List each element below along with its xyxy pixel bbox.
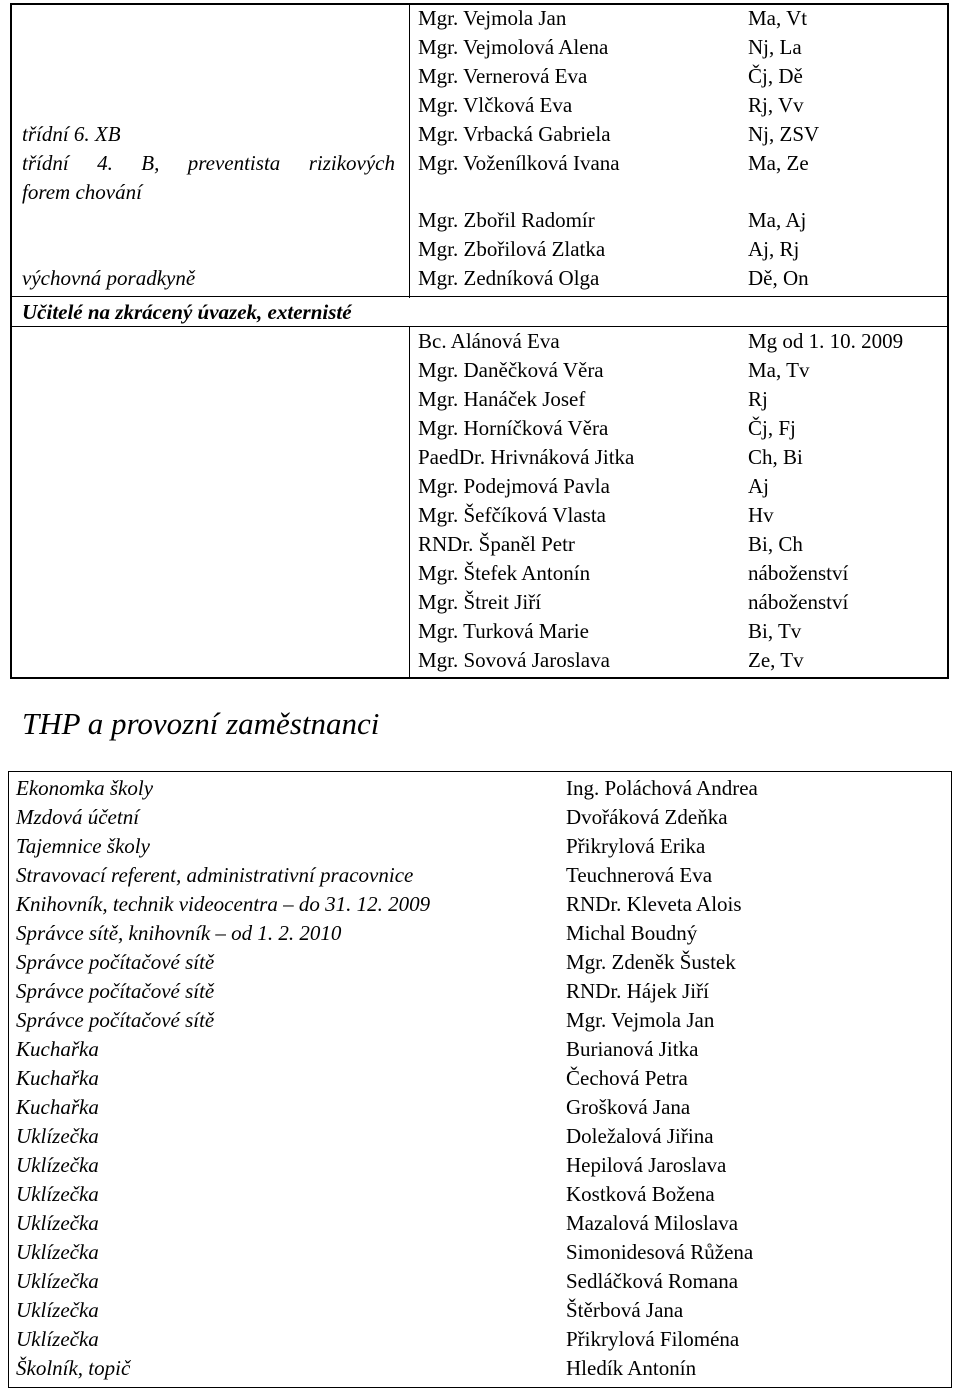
thp-role: Kuchařka xyxy=(16,1066,99,1090)
column-divider xyxy=(409,5,410,298)
thp-role: Správce počítačové sítě xyxy=(16,979,215,1003)
staff-role: třídní 4. B, preventista rizikových xyxy=(22,151,395,175)
staff-subjects: Rj xyxy=(748,387,768,411)
thp-name: Sedláčková Romana xyxy=(566,1269,739,1293)
thp-name: RNDr. Kleveta Alois xyxy=(566,892,742,916)
thp-role: Správce počítačové sítě xyxy=(16,1008,215,1032)
section-heading-part-time: Učitelé na zkrácený úvazek, externisté xyxy=(22,300,352,324)
staff-role: třídní 6. XB xyxy=(22,122,121,146)
staff-subjects: náboženství xyxy=(748,590,849,614)
thp-role: Správce sítě, knihovník – od 1. 2. 2010 xyxy=(16,921,342,945)
staff-subjects: Bi, Tv xyxy=(748,619,802,643)
staff-subjects: Čj, Fj xyxy=(748,416,796,440)
thp-role: Stravovací referent, administrativní pracovnice xyxy=(16,863,414,887)
staff-subjects: Dě, On xyxy=(748,266,809,290)
staff-name: Mgr. Zbořil Radomír xyxy=(418,208,595,232)
staff-name: Mgr. Šefčíková Vlasta xyxy=(418,503,606,527)
staff-subjects: Ch, Bi xyxy=(748,445,803,469)
thp-name: Mazalová Miloslava xyxy=(566,1211,739,1235)
thp-role: Tajemnice školy xyxy=(16,834,150,858)
thp-name: Čechová Petra xyxy=(566,1066,688,1090)
staff-name: RNDr. Španěl Petr xyxy=(418,532,575,556)
thp-role: Uklízečka xyxy=(16,1211,99,1235)
staff-subjects: Ma, Ze xyxy=(748,151,809,175)
staff-subjects: Rj, Vv xyxy=(748,93,804,117)
staff-subjects: Hv xyxy=(748,503,774,527)
staff-name: Mgr. Zbořilová Zlatka xyxy=(418,237,606,261)
thp-name: Přikrylová Filoména xyxy=(566,1327,740,1351)
thp-name: Hledík Antonín xyxy=(566,1356,697,1380)
thp-name: Přikrylová Erika xyxy=(566,834,706,858)
thp-name: RNDr. Hájek Jiří xyxy=(566,979,709,1003)
staff-name: Mgr. Vrbacká Gabriela xyxy=(418,122,611,146)
thp-role: Správce počítačové sítě xyxy=(16,950,215,974)
staff-name: Mgr. Podejmová Pavla xyxy=(418,474,610,498)
thp-name: Mgr. Zdeněk Šustek xyxy=(566,950,736,974)
thp-name: Ing. Poláchová Andrea xyxy=(566,776,758,800)
thp-role: Uklízečka xyxy=(16,1240,99,1264)
thp-name: Mgr. Vejmola Jan xyxy=(566,1008,715,1032)
staff-name: Mgr. Horníčková Věra xyxy=(418,416,609,440)
staff-subjects: Nj, ZSV xyxy=(748,122,820,146)
staff-subjects: náboženství xyxy=(748,561,849,585)
thp-name: Simonidesová Růžena xyxy=(566,1240,754,1264)
thp-role: Uklízečka xyxy=(16,1182,99,1206)
staff-subjects: Ma, Aj xyxy=(748,208,807,232)
staff-name: Mgr. Turková Marie xyxy=(418,619,589,643)
thp-name: Dvořáková Zdeňka xyxy=(566,805,728,829)
thp-name: Doležalová Jiřina xyxy=(566,1124,714,1148)
thp-role: Mzdová účetní xyxy=(16,805,140,829)
staff-subjects: Ma, Vt xyxy=(748,6,808,30)
thp-role: Školník, topič xyxy=(16,1356,131,1380)
section-divider xyxy=(12,296,948,297)
thp-name: Kostková Božena xyxy=(566,1182,715,1206)
thp-role: Kuchařka xyxy=(16,1095,99,1119)
staff-name: Mgr. Voženílková Ivana xyxy=(418,151,620,175)
staff-name: PaedDr. Hrivnáková Jitka xyxy=(418,445,635,469)
staff-name: Mgr. Vejmolová Alena xyxy=(418,35,609,59)
staff-name: Mgr. Vejmola Jan xyxy=(418,6,567,30)
column-divider xyxy=(409,326,410,678)
staff-role-continued: forem chování xyxy=(22,180,142,204)
thp-role: Kuchařka xyxy=(16,1037,99,1061)
staff-subjects: Mg od 1. 10. 2009 xyxy=(748,329,904,353)
staff-name: Mgr. Zedníková Olga xyxy=(418,266,600,290)
staff-subjects: Ma, Tv xyxy=(748,358,810,382)
thp-section-title: THP a provozní zaměstnanci xyxy=(22,706,380,741)
thp-role: Uklízečka xyxy=(16,1124,99,1148)
staff-name: Mgr. Daněčková Věra xyxy=(418,358,604,382)
staff-name: Mgr. Vernerová Eva xyxy=(418,64,588,88)
staff-name: Mgr. Hanáček Josef xyxy=(418,387,586,411)
thp-name: Michal Boudný xyxy=(566,921,698,945)
thp-role: Uklízečka xyxy=(16,1153,99,1177)
staff-name: Mgr. Vlčková Eva xyxy=(418,93,573,117)
staff-name: Mgr. Štefek Antonín xyxy=(418,561,591,585)
staff-subjects: Aj, Rj xyxy=(748,237,800,261)
thp-role: Ekonomka školy xyxy=(16,776,154,800)
staff-role: výchovná poradkyně xyxy=(22,266,196,290)
staff-name: Mgr. Štreit Jiří xyxy=(418,590,542,614)
thp-role: Uklízečka xyxy=(16,1298,99,1322)
thp-name: Grošková Jana xyxy=(566,1095,691,1119)
section-divider xyxy=(12,326,948,327)
thp-role: Knihovník, technik videocentra – do 31. 12. 2009 xyxy=(16,892,431,916)
staff-subjects: Ze, Tv xyxy=(748,648,804,672)
thp-name: Hepilová Jaroslava xyxy=(566,1153,727,1177)
staff-subjects: Nj, La xyxy=(748,35,802,59)
staff-subjects: Bi, Ch xyxy=(748,532,803,556)
staff-name: Bc. Alánová Eva xyxy=(418,329,560,353)
thp-role: Uklízečka xyxy=(16,1327,99,1351)
thp-name: Burianová Jitka xyxy=(566,1037,699,1061)
staff-subjects: Čj, Dě xyxy=(748,64,803,88)
thp-role: Uklízečka xyxy=(16,1269,99,1293)
thp-name: Štěrbová Jana xyxy=(566,1298,684,1322)
staff-subjects: Aj xyxy=(748,474,769,498)
thp-name: Teuchnerová Eva xyxy=(566,863,713,887)
staff-name: Mgr. Sovová Jaroslava xyxy=(418,648,610,672)
